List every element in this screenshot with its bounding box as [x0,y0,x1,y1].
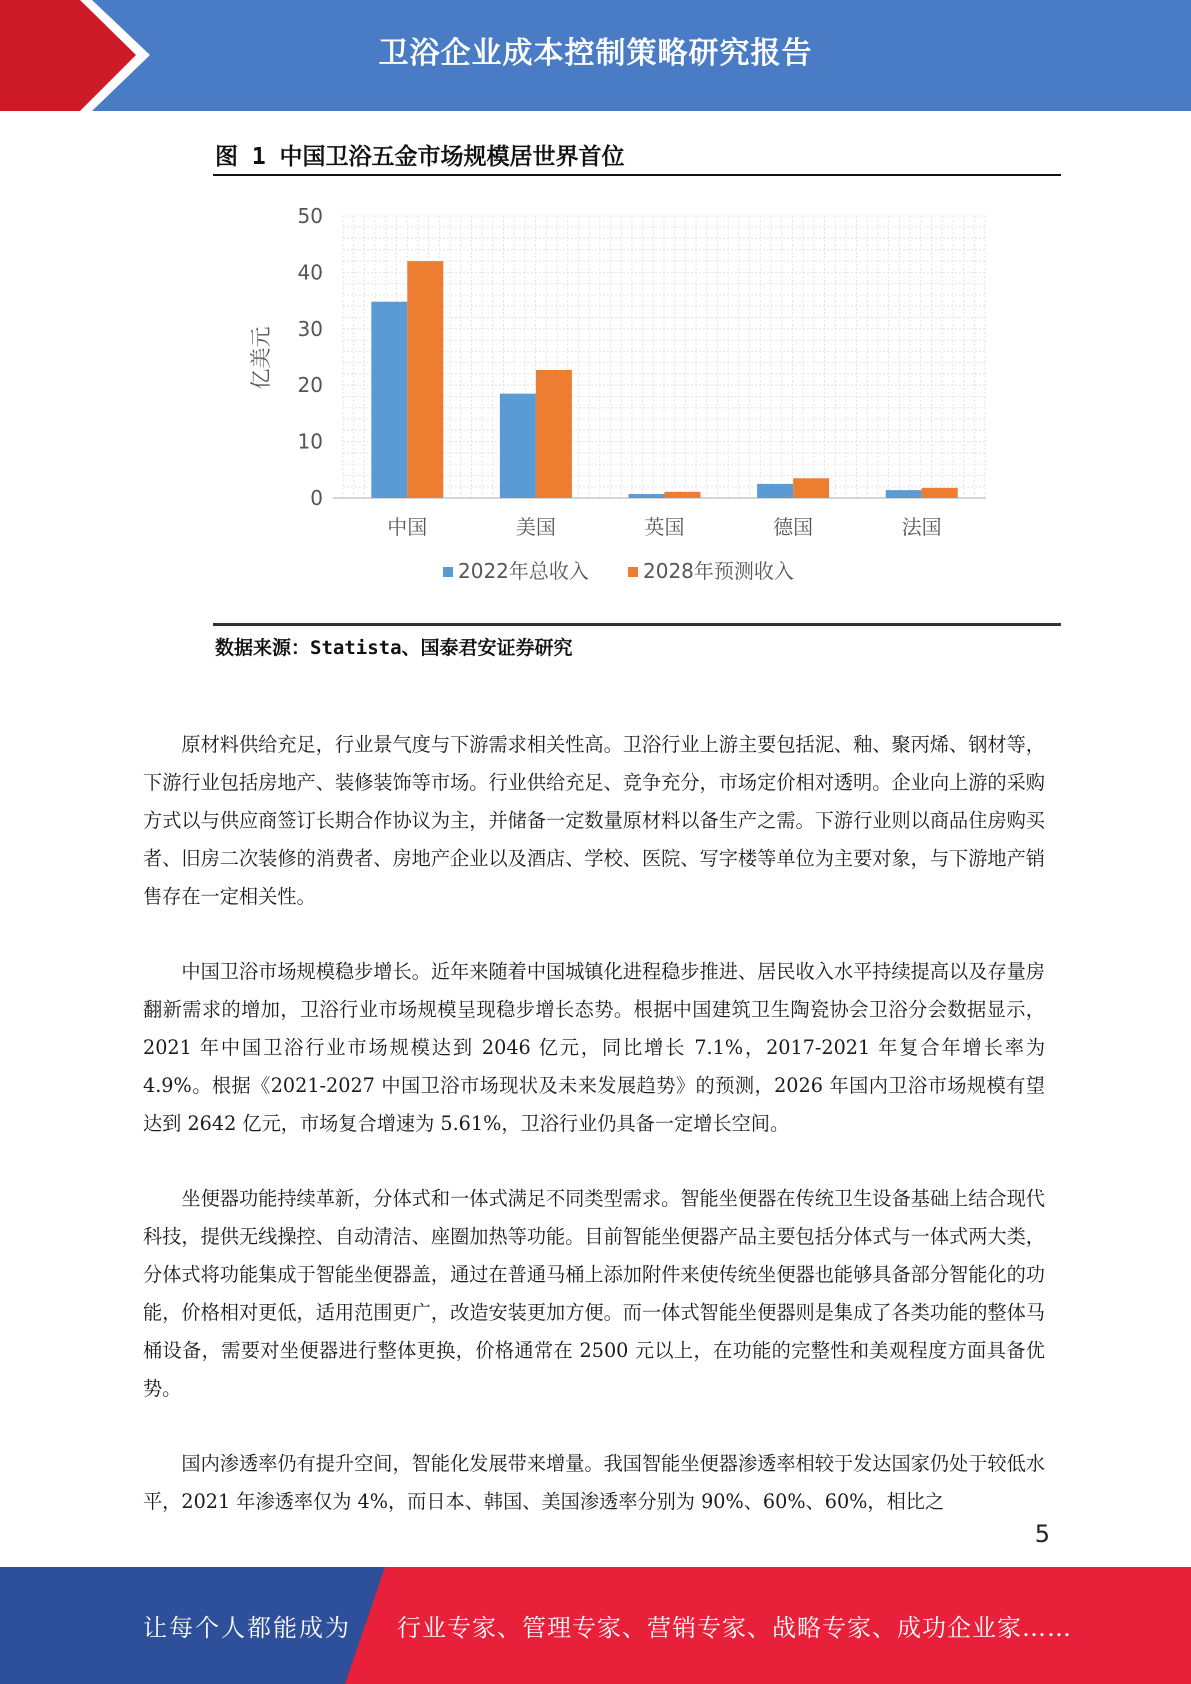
x-tick-label: 中国 [387,515,428,539]
y-tick-label: 50 [297,204,323,228]
legend-swatch [443,567,453,577]
footer-roles: 行业专家、管理专家、营销专家、战略专家、成功企业家…… [397,1614,1072,1642]
bar-1-2 [665,492,701,498]
header-bar [0,0,1191,111]
bar-1-1 [536,370,572,498]
y-tick-label: 30 [297,316,323,341]
figure-top-rule [213,174,1061,176]
y-tick-label: 40 [297,260,323,285]
paragraph-market-growth: 中国卫浴市场规模稳步增长。近年来随着中国城镇化进程稳步推进、居民收入水平持续提高以及存量房翻新需求的增加，卫浴行业市场规模呈现稳步增长态势。根据中国建筑卫生陶瓷协会卫浴分会数据显示，2021 年中国卫浴行业市场规模达到 2046 亿元，同比增长 7.1%，2017-2021 年复合年增长率为 4.9%。根据《2021-2027 中国卫浴市场现状及未来发展趋势》的预测，2026 年国内卫浴市场规模有望达到 2642 亿元，市场复合增速为 5.61%，卫浴行业仍具备一定增长空间。 [143,960,1045,1135]
footer-slogan: 让每个人都能成为 [143,1614,351,1642]
bar-0-2 [629,494,665,498]
figure-title: 图 1 中国卫浴五金市场规模居世界首位 [215,144,625,170]
bar-1-3 [793,478,829,498]
figure-source: 数据来源：Statista、国泰君安证券研究 [215,637,573,659]
bar-1-0 [407,261,443,498]
footer-bar [0,1567,1191,1684]
y-tick-label: 0 [310,486,323,510]
legend-label: 2028年预测收入 [643,559,794,583]
page-number: 5 [1034,1520,1050,1548]
legend-swatch [628,567,638,577]
y-tick-label: 20 [297,373,323,398]
x-tick-label: 美国 [515,515,556,539]
report-title: 卫浴企业成本控制策略研究报告 [378,36,813,71]
paragraph-smart-toilet: 坐便器功能持续革新，分体式和一体式满足不同类型需求。智能坐便器在传统卫生设备基础上结合现代科技，提供无线操控、自动清洁、座圈加热等功能。目前智能坐便器产品主要包括分体式与一体式两大类，分体式将功能集成于智能坐便器盖，通过在普通马桶上添加附件来使传统坐便器也能够具备部分智能化的功能，价格相对更低，适用范围更广，改造安装更加方便。而一体式智能坐便器则是集成了各类功能的整体马桶设备，需要对坐便器进行整体更换，价格通常在 2500 元以上，在功能的完整性和美观程度方面具备优势。 [143,1187,1045,1400]
chart-legend [443,559,794,583]
x-tick-label: 德国 [773,515,814,539]
paragraph-penetration: 国内渗透率仍有提升空间，智能化发展带来增量。我国智能坐便器渗透率相较于发达国家仍处于较低水平，2021 年渗透率仅为 4%，而日本、韩国、美国渗透率分别为 90%、60%、60%，相比之 [143,1452,1045,1513]
bar-0-0 [371,302,407,498]
legend-label: 2022年总收入 [458,559,589,583]
body-content [143,726,1045,1558]
figure-bottom-rule [213,623,1061,626]
y-axis-label: 亿美元 [249,326,273,390]
chart-labels [249,204,942,539]
y-tick-label: 10 [297,429,323,454]
bar-1-4 [922,488,958,498]
x-tick-label: 英国 [644,515,685,539]
bar-0-1 [500,394,536,498]
bar-chart [213,180,1061,620]
bar-0-3 [757,484,793,498]
x-tick-label: 法国 [901,515,942,539]
paragraph-raw-materials: 原材料供给充足，行业景气度与下游需求相关性高。卫浴行业上游主要包括泥、釉、聚丙烯、钢材等，下游行业包括房地产、装修装饰等市场。行业供给充足、竞争充分，市场定价相对透明。企业向上游的采购方式以与供应商签订长期合作协议为主，并储备一定数量原材料以备生产之需。下游行业则以商品住房购买者、旧房二次装修的消费者、房地产企业以及酒店、学校、医院、写字楼等单位为主要对象，与下游地产销售存在一定相关性。 [143,733,1045,908]
bar-0-4 [886,490,922,498]
